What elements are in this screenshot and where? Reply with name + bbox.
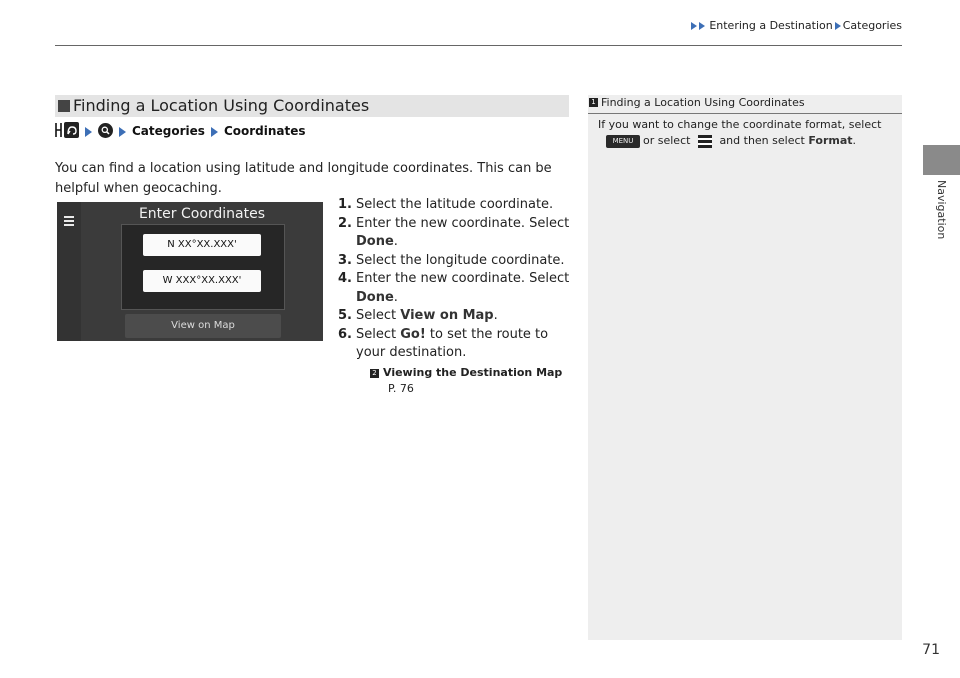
menu-button-icon: MENU <box>606 135 640 148</box>
section-heading <box>55 95 569 117</box>
cross-reference[interactable] <box>370 366 562 395</box>
step-item: 5. Select View on Map. <box>338 308 498 323</box>
path-arrow-icon <box>85 127 92 137</box>
path-categories: Categories <box>132 124 205 138</box>
path-arrow-icon <box>119 127 126 137</box>
steps-list <box>338 196 573 363</box>
side-note <box>588 95 902 640</box>
intro-paragraph: You can find a location using latitude and longitude coordinates. This can be helpful when geocaching. <box>55 161 552 196</box>
breadcrumb-separator-icon <box>835 22 841 30</box>
step-item: 3. Select the longitude coordinate. <box>338 252 565 268</box>
page-number: 71 <box>922 642 940 658</box>
screen-title: Enter Coordinates <box>138 206 266 222</box>
keyword-done: Done <box>356 234 394 249</box>
side-note-title: Finding a Location Using Coordinates <box>601 96 805 109</box>
heading-square-icon <box>58 100 70 112</box>
chapter-tab <box>923 145 960 175</box>
path-coordinates: Coordinates <box>223 124 306 138</box>
step-item: 2. Enter the new coordinate. Select Done. <box>338 215 570 249</box>
reference-icon: 2 <box>370 369 379 378</box>
breadcrumb <box>640 19 902 32</box>
home-icon <box>55 122 79 141</box>
breadcrumb-item-categories[interactable]: Categories <box>842 19 902 32</box>
search-icon <box>98 123 113 141</box>
xref-title[interactable]: Viewing the Destination Map <box>383 366 563 379</box>
path-arrow-icon <box>211 127 218 137</box>
note-number-icon: 1 <box>589 98 598 107</box>
view-on-map-button[interactable]: View on Map <box>125 314 281 338</box>
header-divider <box>55 45 902 46</box>
section-title: Finding a Location Using Coordinates <box>73 96 370 115</box>
step-item: 1. Select the latitude coordinate. <box>338 197 554 212</box>
screen-illustration <box>57 202 323 341</box>
breadcrumb-arrow-icon <box>690 19 706 32</box>
step-item: 6. Select Go! to set the route to your destination. <box>338 326 549 360</box>
longitude-field[interactable]: W XXX°XX.XXX' <box>143 270 261 292</box>
side-note-heading <box>588 95 902 114</box>
xref-page: P. 76 <box>388 382 414 395</box>
keyword-view-on-map: View on Map <box>400 308 494 323</box>
hamburger-menu-icon <box>698 135 712 148</box>
keyword-go: Go! <box>400 326 426 342</box>
breadcrumb-item-entering-destination[interactable]: Entering a Destination <box>709 19 833 32</box>
side-note-body: If you want to change the coordinate format, select MENU or select and then select Format. <box>598 118 882 147</box>
latitude-field[interactable]: N XX°XX.XXX' <box>143 234 261 256</box>
keyword-done: Done <box>356 289 394 305</box>
step-item: 4. Enter the new coordinate. Select Done. <box>338 271 570 305</box>
keyword-format: Format <box>808 134 853 147</box>
menu-path <box>55 122 306 140</box>
menu-icon[interactable] <box>57 202 81 341</box>
chapter-label: Navigation <box>935 180 948 240</box>
